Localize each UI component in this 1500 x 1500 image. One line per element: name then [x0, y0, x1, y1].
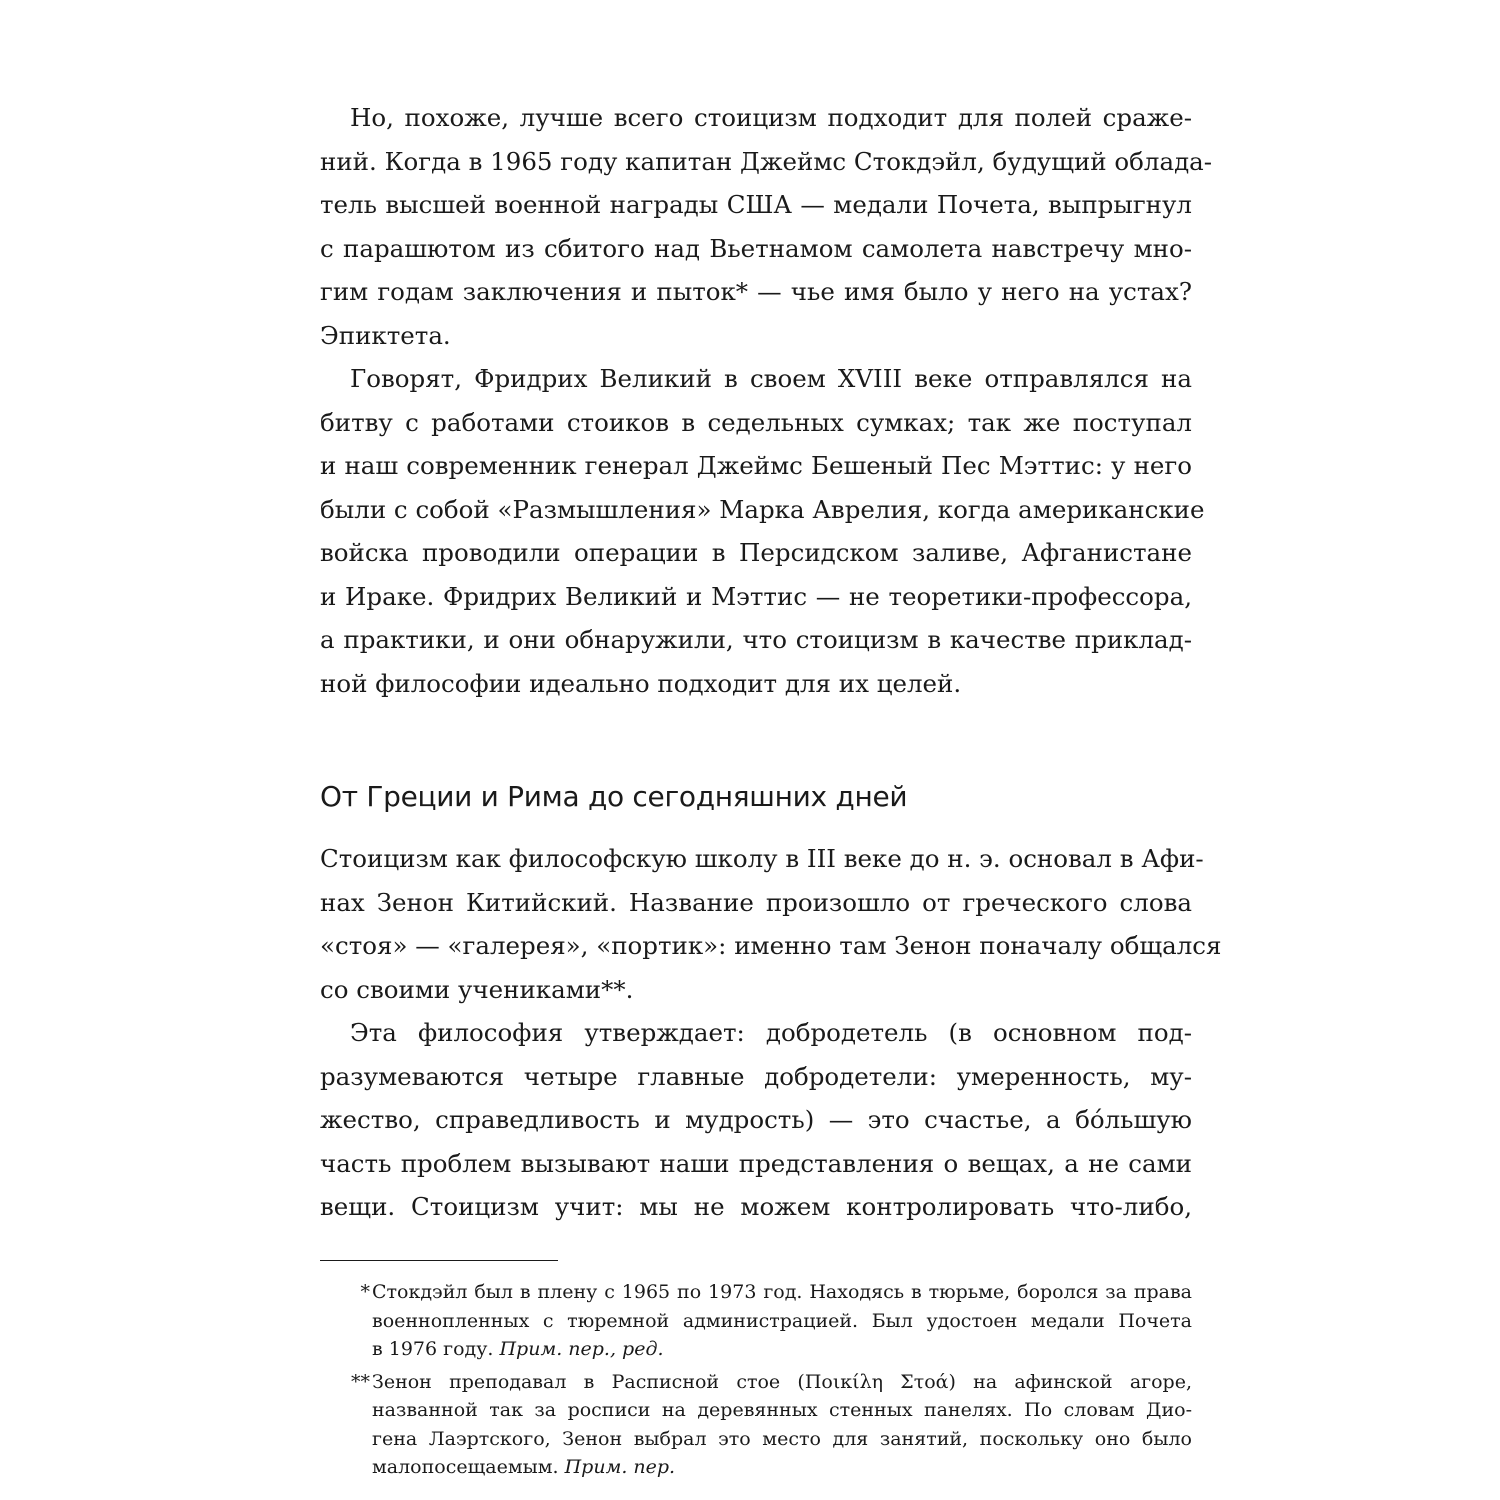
- footnote-line: названной так за росписи на деревянных стенных панелях. По словам Дио-: [372, 1399, 1192, 1421]
- footnote-text: в 1976 году.: [372, 1338, 500, 1360]
- text-line: со своими учениками**.: [320, 974, 634, 1004]
- text-line: ной философии идеально подходит для их целей.: [320, 668, 962, 698]
- text-line: вещи. Стоицизм учит: мы не можем контролировать что-либо,: [320, 1192, 1192, 1221]
- text-line: и Ираке. Фридрих Великий и Мэттис — не теоретики-профессора,: [320, 581, 1192, 611]
- footnote-mark: **: [351, 1370, 370, 1393]
- footnote-text: малопосещаемым.: [372, 1456, 565, 1478]
- paragraph-2: [320, 357, 1205, 705]
- text-line: битву с работами стоиков в седельных сумках; так же поступал: [320, 407, 1192, 437]
- page-body: [320, 96, 1222, 1229]
- footnote-line: военнопленных с тюремной администрацией. Был удостоен медали Почета: [372, 1309, 1192, 1332]
- text-line: войска проводили операции в Персидском заливе, Афганистане: [320, 538, 1192, 567]
- footnote-separator: [320, 1260, 558, 1261]
- footnote-mark: *: [360, 1281, 370, 1303]
- footnote-attribution: Прим. пер.: [564, 1456, 676, 1478]
- text-line: «стоя» — «галерея», «портик»: именно там Зенон поначалу общался: [320, 931, 1222, 960]
- footnote-2: [320, 1368, 1192, 1482]
- section-heading: От Греции и Рима до сегодняшних дней: [320, 780, 908, 813]
- footnote-line: [372, 1335, 1192, 1364]
- text-line: разумеваются четыре главные добродетели: умеренность, му-: [320, 1061, 1192, 1091]
- text-line: тель высшей военной награды США — медали Почета, выпрыгнул: [320, 190, 1192, 219]
- footnote-line: гена Лаэртского, Зенон выбрал это место для занятий, поскольку оно было: [372, 1427, 1192, 1450]
- footnotes: [320, 1278, 1192, 1486]
- text-line: Но, похоже, лучше всего стоицизм подходит для полей сраже-: [350, 103, 1192, 132]
- text-line: Говорят, Фридрих Великий в своем XVIII веке отправлялся на: [350, 364, 1192, 393]
- footnote-line: Зенон преподавал в Расписной стое (Ποικίλη Στοά) на афинской агоре,: [372, 1370, 1192, 1393]
- text-line: гим годам заключения и пыток* — чье имя было у него на устах?: [320, 277, 1192, 306]
- paragraph-4: [320, 1011, 1192, 1229]
- footnote-1: [320, 1278, 1192, 1364]
- text-line: Стоицизм как философскую школу в III веке до н. э. основал в Афи-: [320, 844, 1204, 873]
- footnote-attribution: Прим. пер., ред.: [499, 1338, 664, 1360]
- paragraph-1: [320, 96, 1213, 357]
- text-line: ний. Когда в 1965 году капитан Джеймс Стокдэйл, будущий облада-: [320, 146, 1213, 176]
- text-line: были с собой «Размышления» Марка Аврелия, когда американские: [320, 494, 1205, 524]
- text-line: Эта философия утверждает: добродетель (в основном под-: [350, 1018, 1192, 1047]
- text-line: Эпиктета.: [320, 320, 451, 350]
- footnote-line: [372, 1453, 1192, 1482]
- text-line: с парашютом из сбитого над Вьетнамом самолета навстречу мно-: [320, 233, 1192, 263]
- text-line: жество, справедливость и мудрость) — это счастье, а бóльшую: [320, 1105, 1192, 1134]
- text-line: а практики, и они обнаружили, что стоицизм в качестве приклад-: [320, 625, 1192, 654]
- footnote-line: Стокдэйл был в плену с 1965 по 1973 год. Находясь в тюрьме, боролся за права: [372, 1281, 1192, 1303]
- text-line: часть проблем вызывают наши представления о вещах, а не сами: [320, 1148, 1192, 1178]
- text-line: нах Зенон Китийский. Название произошло от греческого слова: [320, 887, 1192, 917]
- text-line: и наш современник генерал Джеймс Бешеный Пес Мэттис: у него: [320, 451, 1192, 480]
- paragraph-3: [320, 837, 1222, 1011]
